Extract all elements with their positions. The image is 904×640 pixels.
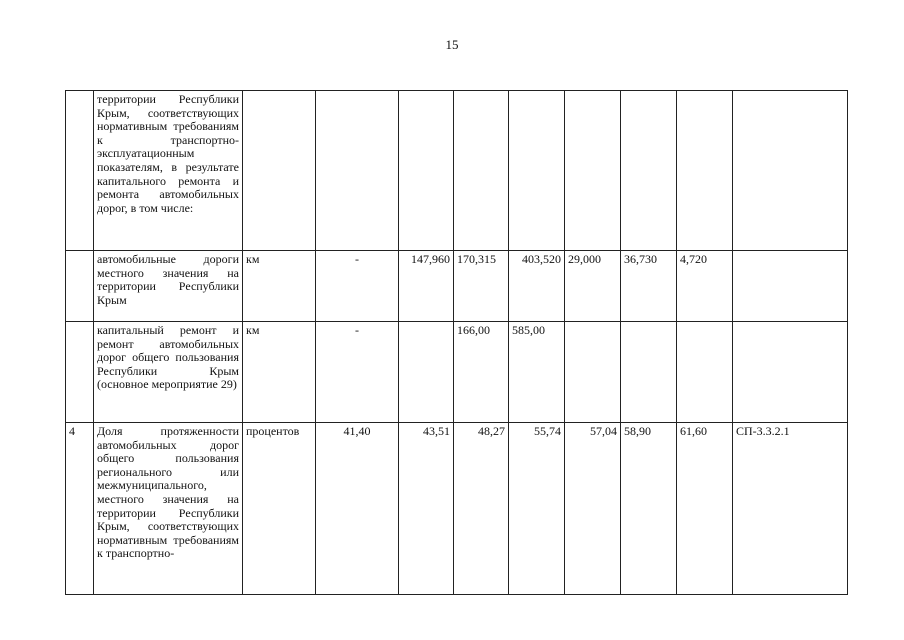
value-cell: 585,00: [509, 322, 565, 423]
value-cell: 403,520: [509, 251, 565, 322]
value-cell: [565, 91, 621, 251]
value-cell: -: [316, 251, 399, 322]
code-cell: [733, 91, 848, 251]
code-cell: [733, 251, 848, 322]
value-cell: [399, 322, 454, 423]
code-cell: СП-3.3.2.1: [733, 423, 848, 595]
indicator-name: автомобильные дороги местного значения на территории Республики Крым: [94, 251, 243, 322]
row-index: 4: [66, 423, 94, 595]
value-cell: 48,27: [454, 423, 509, 595]
table-row: [66, 423, 848, 595]
row-index: [66, 91, 94, 251]
value-cell: 4,720: [677, 251, 733, 322]
value-cell: [509, 91, 565, 251]
unit-cell: км: [243, 322, 316, 423]
value-cell: [399, 91, 454, 251]
unit-cell: процентов: [243, 423, 316, 595]
indicator-name: капитальный ремонт и ремонт автомобильных дорог общего пользования Республики Крым (основное мероприятие 29): [94, 322, 243, 423]
value-cell: [621, 322, 677, 423]
value-cell: -: [316, 322, 399, 423]
value-cell: 57,04: [565, 423, 621, 595]
value-cell: [677, 322, 733, 423]
table-row: [66, 91, 848, 251]
value-cell: [677, 91, 733, 251]
unit-cell: [243, 91, 316, 251]
page-number: 15: [445, 37, 459, 52]
value-cell: 147,960: [399, 251, 454, 322]
indicator-table: [65, 90, 848, 595]
value-cell: [454, 91, 509, 251]
value-cell: 166,00: [454, 322, 509, 423]
indicator-name: территории Республики Крым, соответствующих нормативным требованиям к транспортно-эксплуатационным показателям, в результате капитального ремонта и ремонта автомобильных дорог, в том числе:: [94, 91, 243, 251]
value-cell: [621, 91, 677, 251]
value-cell: 43,51: [399, 423, 454, 595]
indicator-name: Доля протяженности автомобильных дорог общего пользования регионального или межмуниципального, местного значения на территории Республики Крым, соответствующих нормативным требованиям к транспортно-: [94, 423, 243, 595]
table-row: [66, 251, 848, 322]
row-index: [66, 322, 94, 423]
unit-cell: км: [243, 251, 316, 322]
value-cell: 41,40: [316, 423, 399, 595]
table-row: [66, 322, 848, 423]
row-index: [66, 251, 94, 322]
value-cell: 55,74: [509, 423, 565, 595]
value-cell: 61,60: [677, 423, 733, 595]
value-cell: 36,730: [621, 251, 677, 322]
value-cell: 58,90: [621, 423, 677, 595]
value-cell: [565, 322, 621, 423]
code-cell: [733, 322, 848, 423]
value-cell: 170,315: [454, 251, 509, 322]
value-cell: 29,000: [565, 251, 621, 322]
value-cell: [316, 91, 399, 251]
